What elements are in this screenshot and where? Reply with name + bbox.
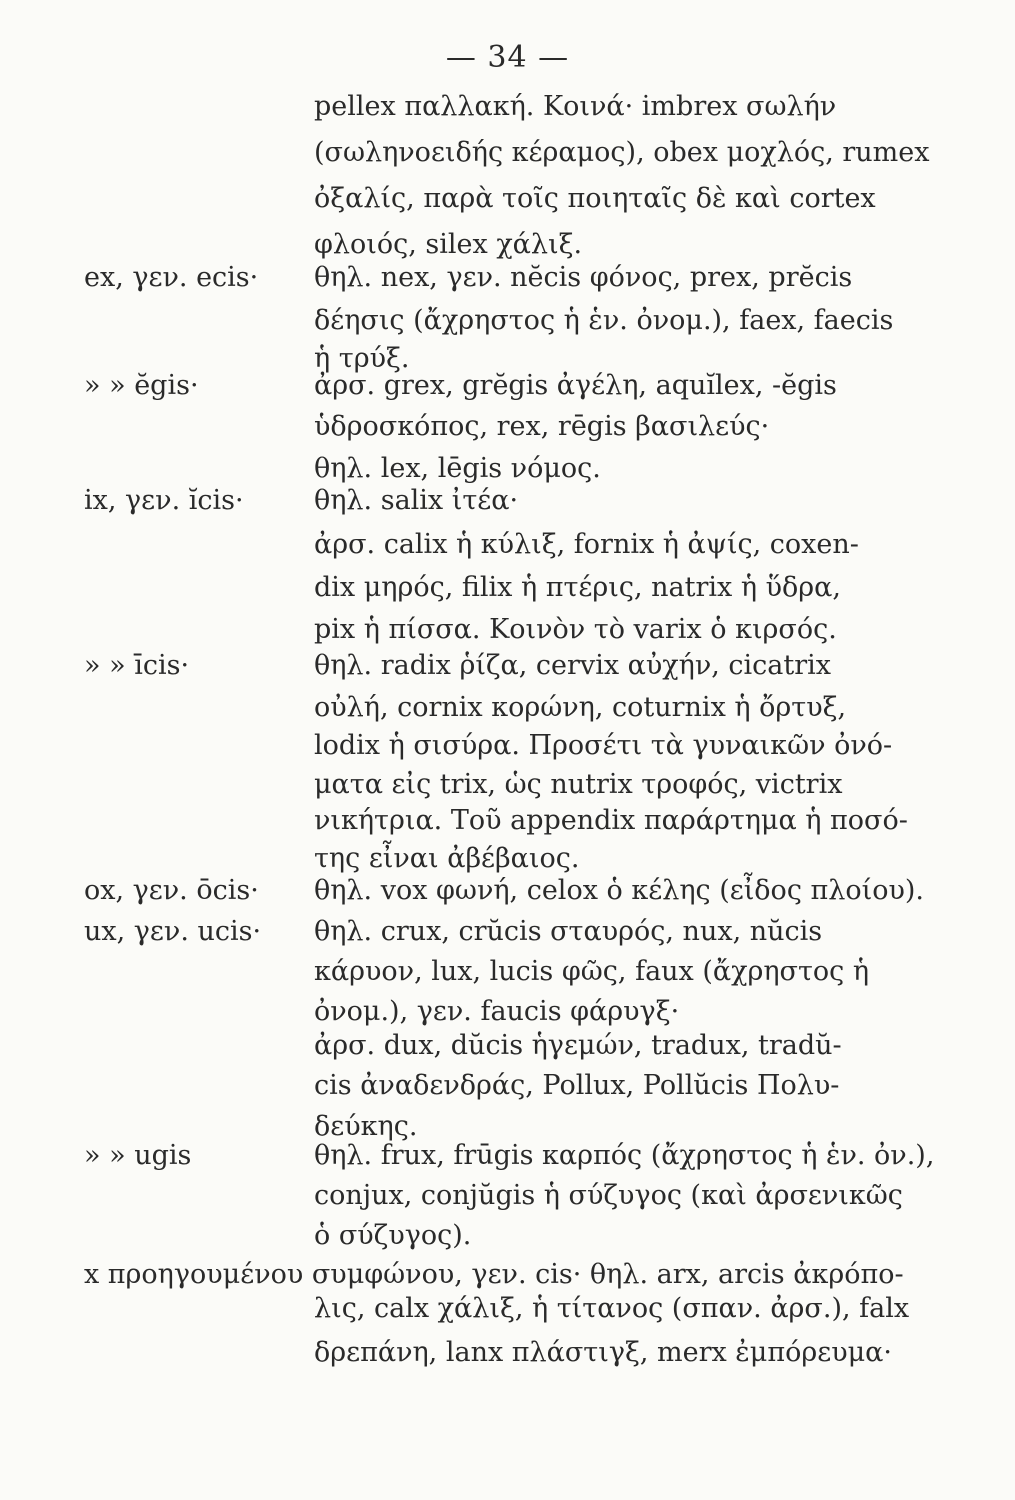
line-text: (σωληνοειδής κέραμος), obex μοχλός, rumex [314, 137, 930, 168]
text-line [0, 363, 1015, 409]
text-line [0, 643, 1015, 689]
page-number: — 34 — [445, 40, 570, 75]
text-line [0, 176, 1015, 222]
line-text: θηλ. crux, crŭcis σταυρός, nux, nŭcis [314, 916, 823, 947]
line-text: δρεπάνη, lanx πλάστιγξ, merx ἐμπόρευμα· [314, 1337, 892, 1368]
line-text: φλοιός, silex χάλιξ. [314, 229, 583, 260]
suffix-label: » » ugis [84, 1140, 192, 1171]
text-line [0, 478, 1015, 524]
text-line [0, 404, 1015, 450]
line-text: της εἶναι ἀβέβαιος. [314, 843, 580, 874]
text-line [0, 84, 1015, 130]
line-text: ἡ τρύξ. [314, 343, 410, 374]
suffix-label: ix, γεν. ĭcis· [84, 485, 244, 516]
line-text: θηλ. vox φωνή, celox ὁ κέλης (εἶδος πλοίου). [314, 875, 925, 906]
suffix-label: » » īcis· [84, 650, 190, 681]
line-text: x προηγουμένου συμφώνου, γεν. cis· θηλ. arx, arcis ἀκρόπο- [84, 1259, 904, 1290]
text-line [0, 130, 1015, 176]
line-text: κάρυον, lux, lucis φῶς, faux (ἄχρηστος ἡ [314, 956, 870, 987]
line-text: cis ἀναδενδράς, Pollux, Pollŭcis Πολυ- [314, 1070, 840, 1101]
line-text: ὁ σύζυγος). [314, 1220, 472, 1251]
line-text: λις, calx χάλιξ, ἡ τίτανος (σπαν. ἀρσ.), falx [314, 1293, 910, 1324]
text-line [0, 1330, 1015, 1376]
suffix-label: ux, γεν. ucis· [84, 916, 262, 947]
line-text: δέησις (ἄχρηστος ἡ ἑν. ὀνομ.), faex, faecis [314, 305, 894, 336]
line-text: δεύκης. [314, 1111, 418, 1142]
text-line [0, 1063, 1015, 1109]
line-text: θηλ. frux, frūgis καρπός (ἄχρηστος ἡ ἑν. ὀν.), [314, 1140, 935, 1171]
line-text: ἀρσ. dux, dŭcis ἡγεμών, tradux, tradŭ- [314, 1030, 842, 1061]
line-text: dix μηρός, filix ἡ πτέρις, natrix ἡ ὕδρα, [314, 572, 841, 603]
line-text: θηλ. nex, γεν. nĕcis φόνος, prex, prĕcis [314, 262, 853, 293]
text-line [0, 255, 1015, 301]
line-text: pix ἡ πίσσα. Κοινὸν τὸ varix ὁ κιρσός. [314, 614, 837, 645]
line-text: θηλ. radix ῥίζα, cervix αὐχήν, cicatrix [314, 650, 831, 681]
text-line [0, 1286, 1015, 1332]
line-text: θηλ. lex, lēgis νόμος. [314, 453, 601, 484]
suffix-label: ox, γεν. ōcis· [84, 875, 259, 906]
text-line [0, 565, 1015, 611]
line-text: ματα εἰς trix, ὡς nutrix τροφός, victrix [314, 769, 843, 800]
line-text: ἀρσ. calix ἡ κύλιξ, fornix ἡ ἀψίς, coxen- [314, 529, 859, 560]
suffix-label: ex, γεν. ecis· [84, 262, 259, 293]
line-text: θηλ. salix ἰτέα· [314, 485, 519, 516]
line-text: νικήτρια. Τοῦ appendix παράρτημα ἡ ποσό- [314, 805, 908, 836]
suffix-label: » » ĕgis· [84, 370, 199, 401]
line-text: ὀξαλίς, παρὰ τοῖς ποιηταῖς δὲ καὶ cortex [314, 183, 876, 214]
line-text: lodix ἡ σισύρα. Προσέτι τὰ γυναικῶν ὀνό- [314, 730, 893, 761]
line-text: pellex παλλακή. Κοινά· imbrex σωλήν [314, 91, 837, 122]
line-text: conjux, conjŭgis ἡ σύζυγος (καὶ ἀρσενικῶς [314, 1180, 903, 1211]
line-text: ἀρσ. grex, grĕgis ἀγέλη, aquĭlex, -ĕgis [314, 370, 837, 401]
text-line [0, 522, 1015, 568]
line-text: οὐλή, cornix κορώνη, coturnix ἡ ὄρτυξ, [314, 692, 847, 723]
line-text: ὑδροσκόπος, rex, rēgis βασιλεύς· [314, 411, 770, 442]
line-text: ὀνομ.), γεν. faucis φάρυγξ· [314, 996, 680, 1027]
text-line [0, 868, 1015, 914]
